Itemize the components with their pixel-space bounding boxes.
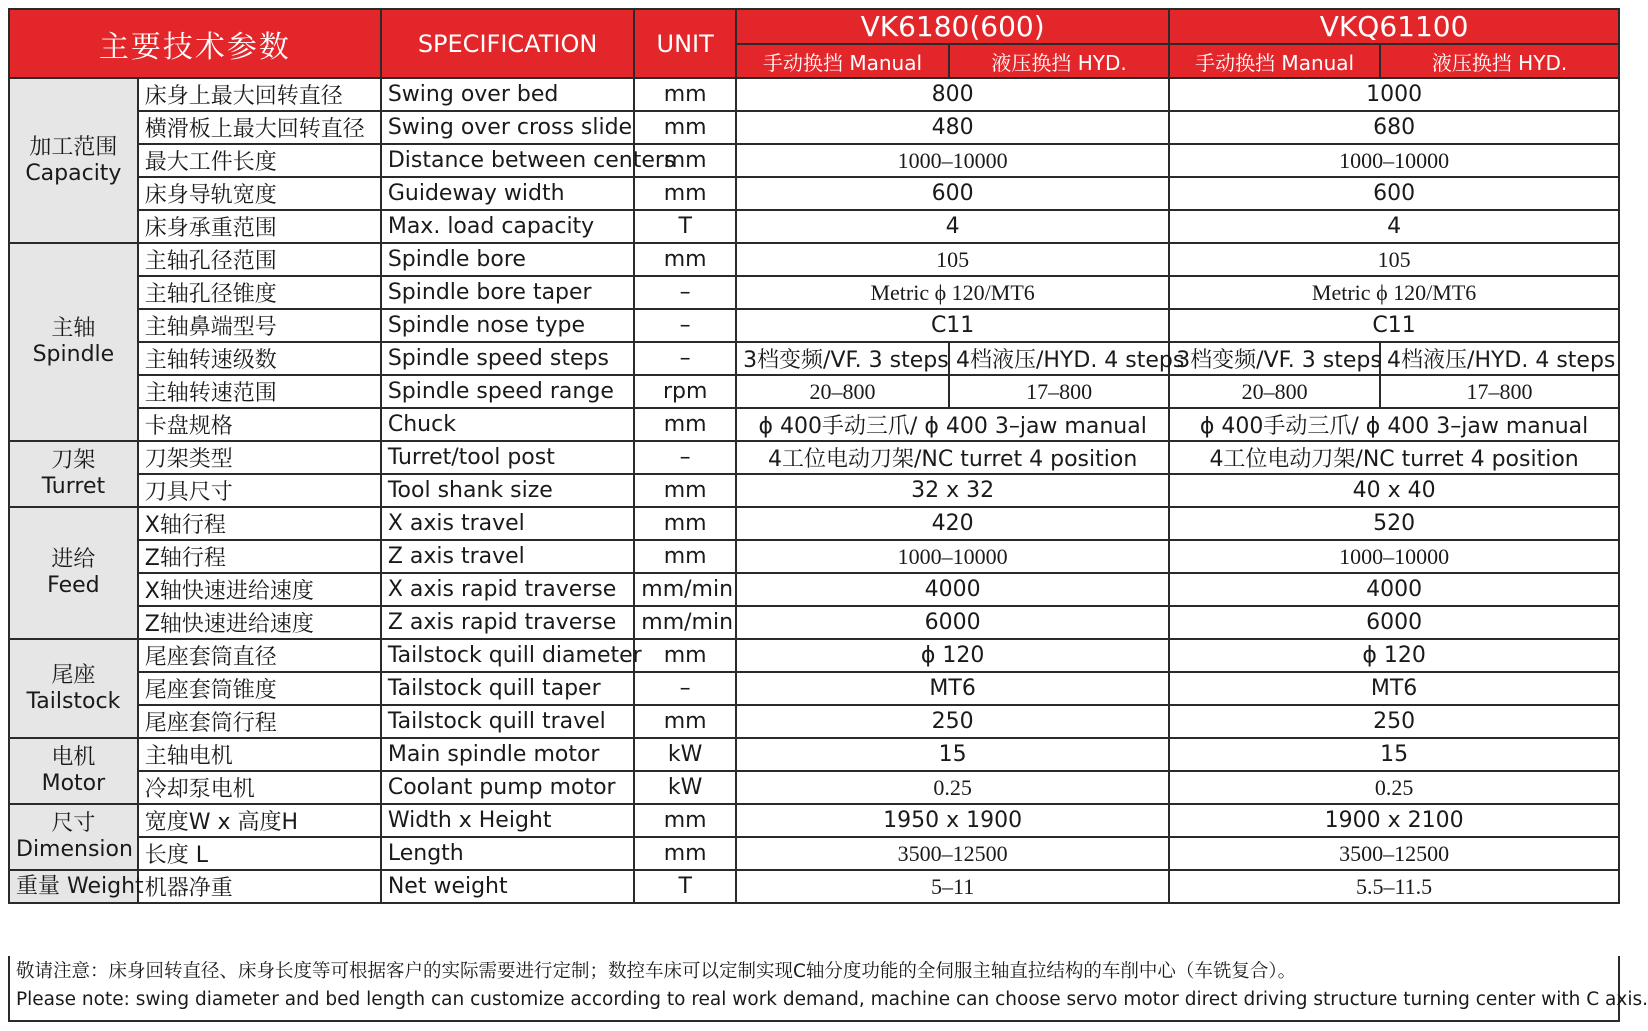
param-name-cn: 宽度W x 高度H bbox=[138, 804, 381, 837]
param-name-en: Length bbox=[381, 837, 634, 870]
group-label-weight: 重量 Weight bbox=[9, 870, 138, 903]
value-model-1: 480 bbox=[736, 111, 1169, 144]
param-unit: T bbox=[634, 870, 736, 903]
table-row bbox=[9, 804, 1619, 837]
table-row bbox=[9, 309, 1619, 342]
param-name-en: Swing over cross slide bbox=[381, 111, 634, 144]
param-name-cn: Z轴快速进给速度 bbox=[138, 606, 381, 639]
table-row bbox=[9, 606, 1619, 639]
value-model-1: 1000–10000 bbox=[736, 144, 1169, 177]
value-model-2: ϕ 400手动三爪/ ϕ 400 3–jaw manual bbox=[1169, 408, 1619, 441]
param-name-cn: 主轴电机 bbox=[138, 738, 381, 771]
group-label-capacity: 加工范围 Capacity bbox=[9, 78, 138, 243]
param-unit: mm bbox=[634, 144, 736, 177]
param-unit: – bbox=[634, 342, 736, 375]
param-unit: kW bbox=[634, 738, 736, 771]
param-name-cn: 尾座套筒行程 bbox=[138, 705, 381, 738]
value-model-1: 15 bbox=[736, 738, 1169, 771]
note-en: Please note: swing diameter and bed length can customize according to real work demand, machine can choose servo motor direct driving structure turning center with C axis. bbox=[16, 989, 1648, 1010]
value-model-1: 105 bbox=[736, 243, 1169, 276]
param-name-en: X axis rapid traverse bbox=[381, 573, 634, 606]
param-name-cn: 长度 L bbox=[138, 837, 381, 870]
group-label-spindle: 主轴 Spindle bbox=[9, 243, 138, 441]
param-name-cn: 主轴孔径锥度 bbox=[138, 276, 381, 309]
value-model-2-hyd: 17–800 bbox=[1380, 375, 1619, 408]
value-model-1: ϕ 120 bbox=[736, 639, 1169, 672]
param-name-cn: 冷却泵电机 bbox=[138, 771, 381, 804]
value-model-1: 4000 bbox=[736, 573, 1169, 606]
header-model-2: VKQ61100 bbox=[1169, 9, 1619, 44]
param-name-cn: 横滑板上最大回转直径 bbox=[138, 111, 381, 144]
param-name-cn: 机器净重 bbox=[138, 870, 381, 903]
param-name-en: X axis travel bbox=[381, 507, 634, 540]
value-model-2: 1000 bbox=[1169, 78, 1619, 111]
param-unit: mm bbox=[634, 804, 736, 837]
value-model-2-manual: 20–800 bbox=[1169, 375, 1380, 408]
note-box bbox=[8, 956, 1648, 1022]
param-name-cn: 主轴转速级数 bbox=[138, 342, 381, 375]
param-name-en: Spindle speed range bbox=[381, 375, 634, 408]
param-name-cn: 主轴孔径范围 bbox=[138, 243, 381, 276]
param-name-en: Tailstock quill travel bbox=[381, 705, 634, 738]
value-model-1: 4 bbox=[736, 210, 1169, 243]
note-cn: 敬请注意：床身回转直径、床身长度等可根据客户的实际需要进行定制；数控车床可以定制实现C轴分度功能的全伺服主轴直拉结构的车削中心（车铣复合）。 bbox=[16, 961, 1297, 982]
param-name-en: Chuck bbox=[381, 408, 634, 441]
param-unit: mm bbox=[634, 705, 736, 738]
param-name-en: Tailstock quill diameter bbox=[381, 639, 634, 672]
group-label-motor: 电机 Motor bbox=[9, 738, 138, 804]
param-name-cn: X轴行程 bbox=[138, 507, 381, 540]
param-unit: mm bbox=[634, 243, 736, 276]
value-model-2: 0.25 bbox=[1169, 771, 1619, 804]
param-unit: mm/min bbox=[634, 573, 736, 606]
param-unit: T bbox=[634, 210, 736, 243]
param-unit: mm bbox=[634, 177, 736, 210]
value-model-2: 3500–12500 bbox=[1169, 837, 1619, 870]
header-model-2-hyd: 液压换挡 HYD. bbox=[1380, 44, 1619, 78]
param-name-cn: 尾座套筒锥度 bbox=[138, 672, 381, 705]
param-name-en: Tailstock quill taper bbox=[381, 672, 634, 705]
header-model-2-manual: 手动换挡 Manual bbox=[1169, 44, 1380, 78]
param-name-cn: 床身导轨宽度 bbox=[138, 177, 381, 210]
value-model-1: 1000–10000 bbox=[736, 540, 1169, 573]
value-model-2: 15 bbox=[1169, 738, 1619, 771]
param-name-cn: 尾座套筒直径 bbox=[138, 639, 381, 672]
group-label-tailstock: 尾座 Tailstock bbox=[9, 639, 138, 738]
table-row bbox=[9, 672, 1619, 705]
group-label-turret: 刀架 Turret bbox=[9, 441, 138, 507]
param-name-cn: 主轴转速范围 bbox=[138, 375, 381, 408]
value-model-2: 6000 bbox=[1169, 606, 1619, 639]
value-model-1: 1950 x 1900 bbox=[736, 804, 1169, 837]
value-model-1: 5–11 bbox=[736, 870, 1169, 903]
table-row bbox=[9, 78, 1619, 111]
param-unit: – bbox=[634, 441, 736, 474]
value-model-1: MT6 bbox=[736, 672, 1169, 705]
param-unit: kW bbox=[634, 771, 736, 804]
value-model-2: 680 bbox=[1169, 111, 1619, 144]
value-model-2: 250 bbox=[1169, 705, 1619, 738]
table-row bbox=[9, 111, 1619, 144]
param-name-en: Spindle bore bbox=[381, 243, 634, 276]
param-unit: rpm bbox=[634, 375, 736, 408]
param-name-en: Z axis travel bbox=[381, 540, 634, 573]
value-model-1: 600 bbox=[736, 177, 1169, 210]
table-row bbox=[9, 837, 1619, 870]
param-name-cn: 最大工件长度 bbox=[138, 144, 381, 177]
value-model-2: C11 bbox=[1169, 309, 1619, 342]
param-unit: – bbox=[634, 672, 736, 705]
header-model-1: VK6180(600) bbox=[736, 9, 1169, 44]
spec-table bbox=[8, 8, 1620, 904]
table-row bbox=[9, 540, 1619, 573]
param-name-en: Spindle bore taper bbox=[381, 276, 634, 309]
value-model-1: C11 bbox=[736, 309, 1169, 342]
value-model-1: 420 bbox=[736, 507, 1169, 540]
param-name-en: Net weight bbox=[381, 870, 634, 903]
table-row bbox=[9, 375, 1619, 408]
value-model-2: 520 bbox=[1169, 507, 1619, 540]
value-model-2: 1000–10000 bbox=[1169, 540, 1619, 573]
header-specification: SPECIFICATION bbox=[381, 9, 634, 78]
param-name-en: Distance between centers bbox=[381, 144, 634, 177]
value-model-2: 600 bbox=[1169, 177, 1619, 210]
value-model-2: 4工位电动刀架/NC turret 4 position bbox=[1169, 441, 1619, 474]
param-name-en: Spindle speed steps bbox=[381, 342, 634, 375]
value-model-2: ϕ 120 bbox=[1169, 639, 1619, 672]
header-unit: UNIT bbox=[634, 9, 736, 78]
table-row bbox=[9, 243, 1619, 276]
header-model-1-hyd: 液压换挡 HYD. bbox=[949, 44, 1169, 78]
table-row bbox=[9, 870, 1619, 903]
group-label-dimension: 尺寸 Dimension bbox=[9, 804, 138, 870]
param-name-cn: 刀架类型 bbox=[138, 441, 381, 474]
param-unit: mm bbox=[634, 474, 736, 507]
param-name-cn: Z轴行程 bbox=[138, 540, 381, 573]
param-unit: mm bbox=[634, 78, 736, 111]
value-model-2: 1000–10000 bbox=[1169, 144, 1619, 177]
table-row bbox=[9, 738, 1619, 771]
value-model-2: Metric ϕ 120/MT6 bbox=[1169, 276, 1619, 309]
value-model-1: ϕ 400手动三爪/ ϕ 400 3–jaw manual bbox=[736, 408, 1169, 441]
spec-sheet bbox=[8, 8, 1620, 904]
param-unit: – bbox=[634, 309, 736, 342]
value-model-1-manual: 3档变频/VF. 3 steps bbox=[736, 342, 949, 375]
param-name-en: Coolant pump motor bbox=[381, 771, 634, 804]
param-name-en: Guideway width bbox=[381, 177, 634, 210]
param-unit: – bbox=[634, 276, 736, 309]
table-row bbox=[9, 507, 1619, 540]
table-row bbox=[9, 771, 1619, 804]
value-model-2: 40 x 40 bbox=[1169, 474, 1619, 507]
value-model-1-hyd: 17–800 bbox=[949, 375, 1169, 408]
value-model-1-manual: 20–800 bbox=[736, 375, 949, 408]
param-name-cn: 刀具尺寸 bbox=[138, 474, 381, 507]
param-name-en: Main spindle motor bbox=[381, 738, 634, 771]
header-main-params: 主要技术参数 bbox=[9, 9, 381, 78]
table-row bbox=[9, 573, 1619, 606]
value-model-2: MT6 bbox=[1169, 672, 1619, 705]
table-row bbox=[9, 177, 1619, 210]
param-unit: mm bbox=[634, 507, 736, 540]
value-model-1: 4工位电动刀架/NC turret 4 position bbox=[736, 441, 1169, 474]
table-row bbox=[9, 144, 1619, 177]
value-model-1: 32 x 32 bbox=[736, 474, 1169, 507]
value-model-1: 0.25 bbox=[736, 771, 1169, 804]
param-unit: mm/min bbox=[634, 606, 736, 639]
table-row bbox=[9, 474, 1619, 507]
param-name-cn: 床身承重范围 bbox=[138, 210, 381, 243]
value-model-2-hyd: 4档液压/HYD. 4 steps bbox=[1380, 342, 1619, 375]
group-label-feed: 进给 Feed bbox=[9, 507, 138, 639]
table-row bbox=[9, 639, 1619, 672]
value-model-1-hyd: 4档液压/HYD. 4 steps bbox=[949, 342, 1169, 375]
table-row bbox=[9, 408, 1619, 441]
value-model-2: 4 bbox=[1169, 210, 1619, 243]
value-model-2: 105 bbox=[1169, 243, 1619, 276]
param-name-en: Width x Height bbox=[381, 804, 634, 837]
value-model-2: 4000 bbox=[1169, 573, 1619, 606]
param-name-en: Turret/tool post bbox=[381, 441, 634, 474]
value-model-2: 1900 x 2100 bbox=[1169, 804, 1619, 837]
param-name-en: Swing over bed bbox=[381, 78, 634, 111]
param-name-en: Z axis rapid traverse bbox=[381, 606, 634, 639]
param-unit: mm bbox=[634, 408, 736, 441]
param-name-cn: 主轴鼻端型号 bbox=[138, 309, 381, 342]
table-row bbox=[9, 441, 1619, 474]
header-model-1-manual: 手动换挡 Manual bbox=[736, 44, 949, 78]
param-unit: mm bbox=[634, 111, 736, 144]
value-model-1: Metric ϕ 120/MT6 bbox=[736, 276, 1169, 309]
param-name-cn: X轴快速进给速度 bbox=[138, 573, 381, 606]
param-name-cn: 卡盘规格 bbox=[138, 408, 381, 441]
param-name-en: Max. load capacity bbox=[381, 210, 634, 243]
table-row bbox=[9, 705, 1619, 738]
param-unit: mm bbox=[634, 639, 736, 672]
param-name-en: Tool shank size bbox=[381, 474, 634, 507]
param-unit: mm bbox=[634, 837, 736, 870]
value-model-1: 250 bbox=[736, 705, 1169, 738]
value-model-1: 6000 bbox=[736, 606, 1169, 639]
value-model-1: 800 bbox=[736, 78, 1169, 111]
value-model-1: 3500–12500 bbox=[736, 837, 1169, 870]
param-name-cn: 床身上最大回转直径 bbox=[138, 78, 381, 111]
table-row bbox=[9, 276, 1619, 309]
table-row bbox=[9, 210, 1619, 243]
param-name-en: Spindle nose type bbox=[381, 309, 634, 342]
table-row bbox=[9, 342, 1619, 375]
spec-rows bbox=[9, 78, 1619, 903]
value-model-2: 5.5–11.5 bbox=[1169, 870, 1619, 903]
value-model-2-manual: 3档变频/VF. 3 steps bbox=[1169, 342, 1380, 375]
param-unit: mm bbox=[634, 540, 736, 573]
